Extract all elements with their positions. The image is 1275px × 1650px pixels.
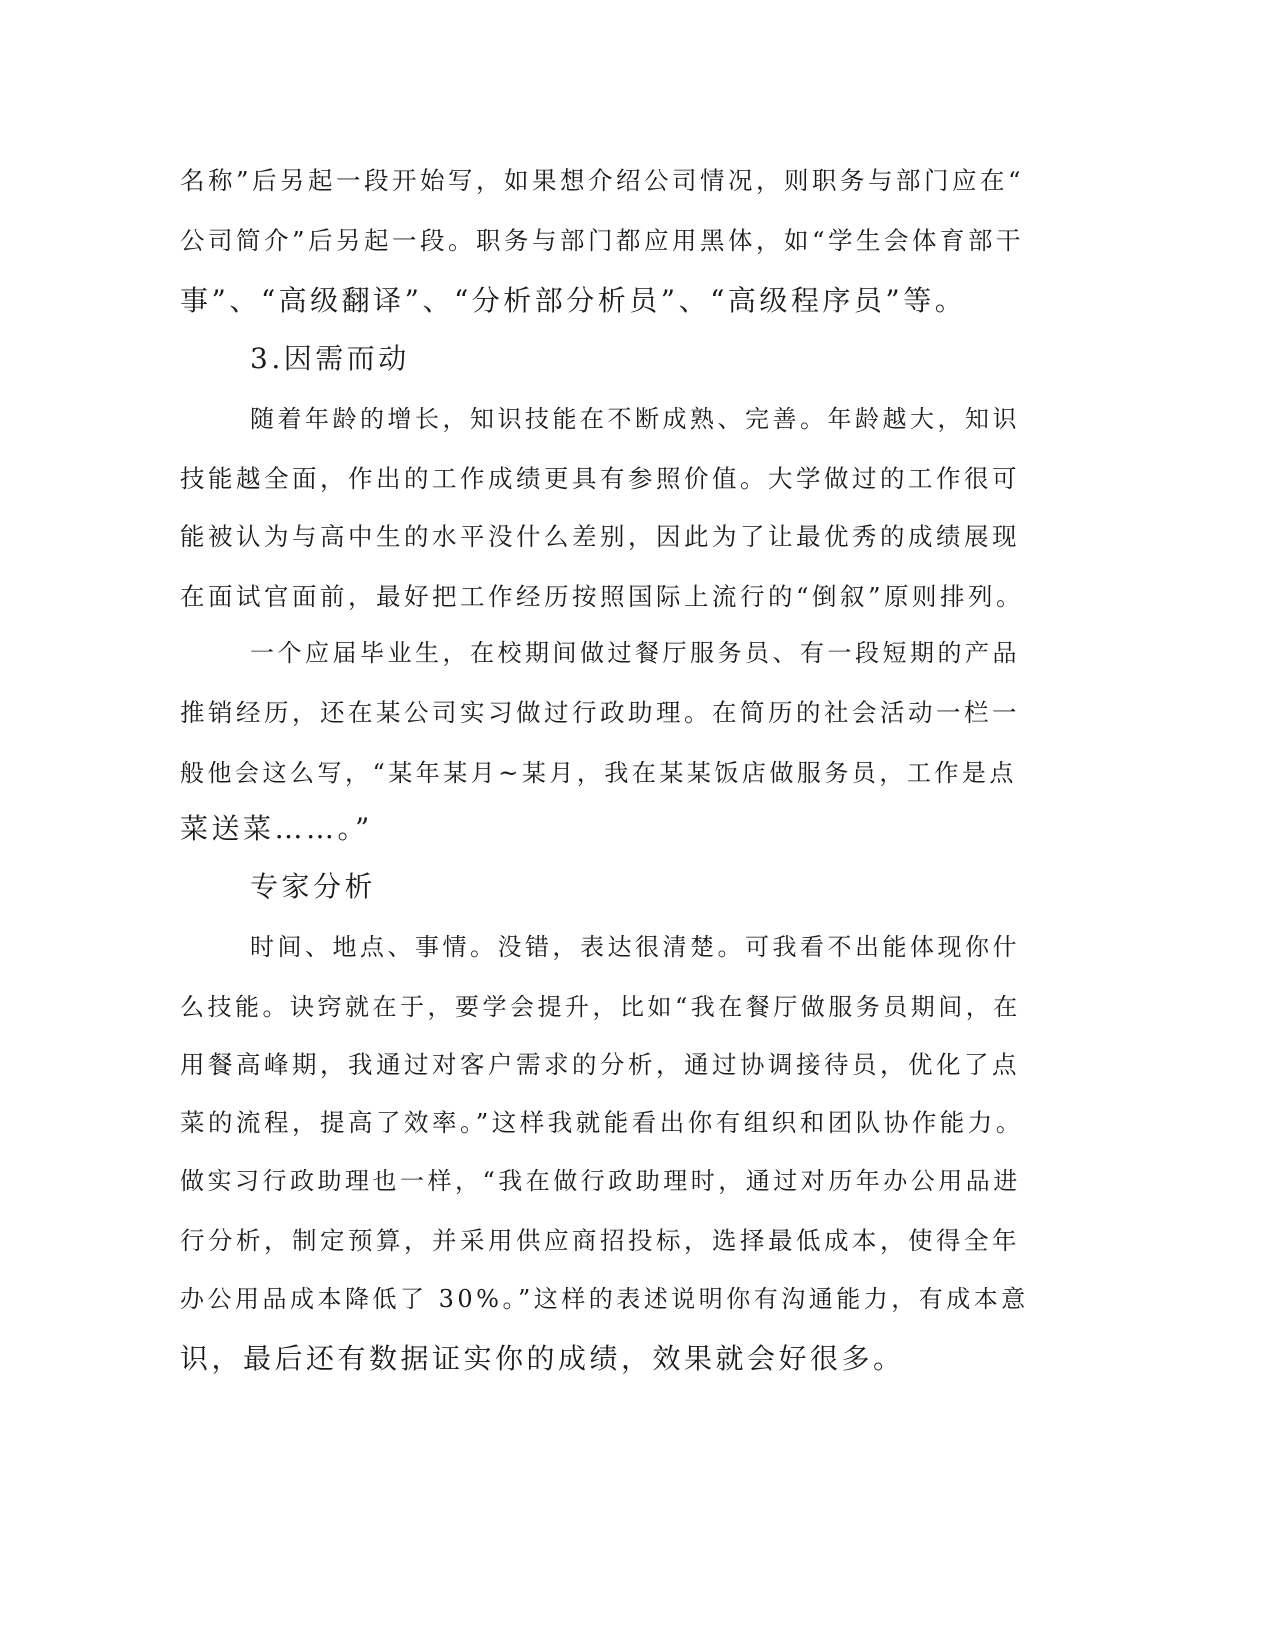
text-line: 用餐高峰期，我通过对客户需求的分析，通过协调接待员，优化了点 [180, 1050, 1020, 1079]
text-line: 推销经历，还在某公司实习做过行政助理。在简历的社会活动一栏一 [180, 698, 1020, 727]
text-line: 菜送菜……。” [180, 812, 373, 845]
text-line: 识，最后还有数据证实你的成绩，效果就会好很多。 [180, 1342, 905, 1375]
section-heading: 专家分析 [250, 870, 377, 903]
text-line: 一个应届毕业生，在校期间做过餐厅服务员、有一段短期的产品 [250, 639, 1020, 667]
text-line: 做实习行政助理也一样，“我在做行政助理时，通过对历年办公用品进 [180, 1167, 1021, 1195]
text-line: 公司简介”后另起一段。职务与部门都应用黑体，如“学生会体育部干 [180, 226, 1025, 255]
text-line: 技能越全面，作出的工作成绩更具有参照价值。大学做过的工作很可 [180, 464, 1020, 493]
text-line: 随着年龄的增长，知识技能在不断成熟、完善。年龄越大，知识 [250, 405, 1020, 433]
text-line: 么技能。诀窍就在于，要学会提升，比如“我在餐厅做服务员期间，在 [180, 993, 1021, 1021]
text-line: 办公用品成本降低了 30%。”这样的表述说明你有沟通能力，有成本意 [180, 1285, 1029, 1313]
text-line: 在面试官面前，最好把工作经历按照国际上流行的“倒叙”原则排列。 [180, 582, 1025, 611]
text-line: 时间、地点、事情。没错，表达很清楚。可我看不出能体现你什 [250, 933, 1020, 961]
text-line: 名称”后另起一段开始写，如果想介绍公司情况，则职务与部门应在“ [180, 166, 1025, 195]
text-line: 般他会这么写，“某年某月~某月，我在某某饭店做服务员，工作是点 [180, 759, 1017, 787]
text-line: 事”、“高级翻译”、“分析部分析员”、“高级程序员”等。 [180, 284, 967, 317]
text-line: 能被认为与高中生的水平没什么差别，因此为了让最优秀的成绩展现 [180, 522, 1020, 551]
text-line: 菜的流程，提高了效率。”这样我就能看出你有组织和团队协作能力。 [180, 1108, 1024, 1137]
section-heading: 3.因需而动 [250, 342, 410, 375]
text-line: 行分析，制定预算，并采用供应商招投标，选择最低成本，使得全年 [180, 1226, 1020, 1255]
